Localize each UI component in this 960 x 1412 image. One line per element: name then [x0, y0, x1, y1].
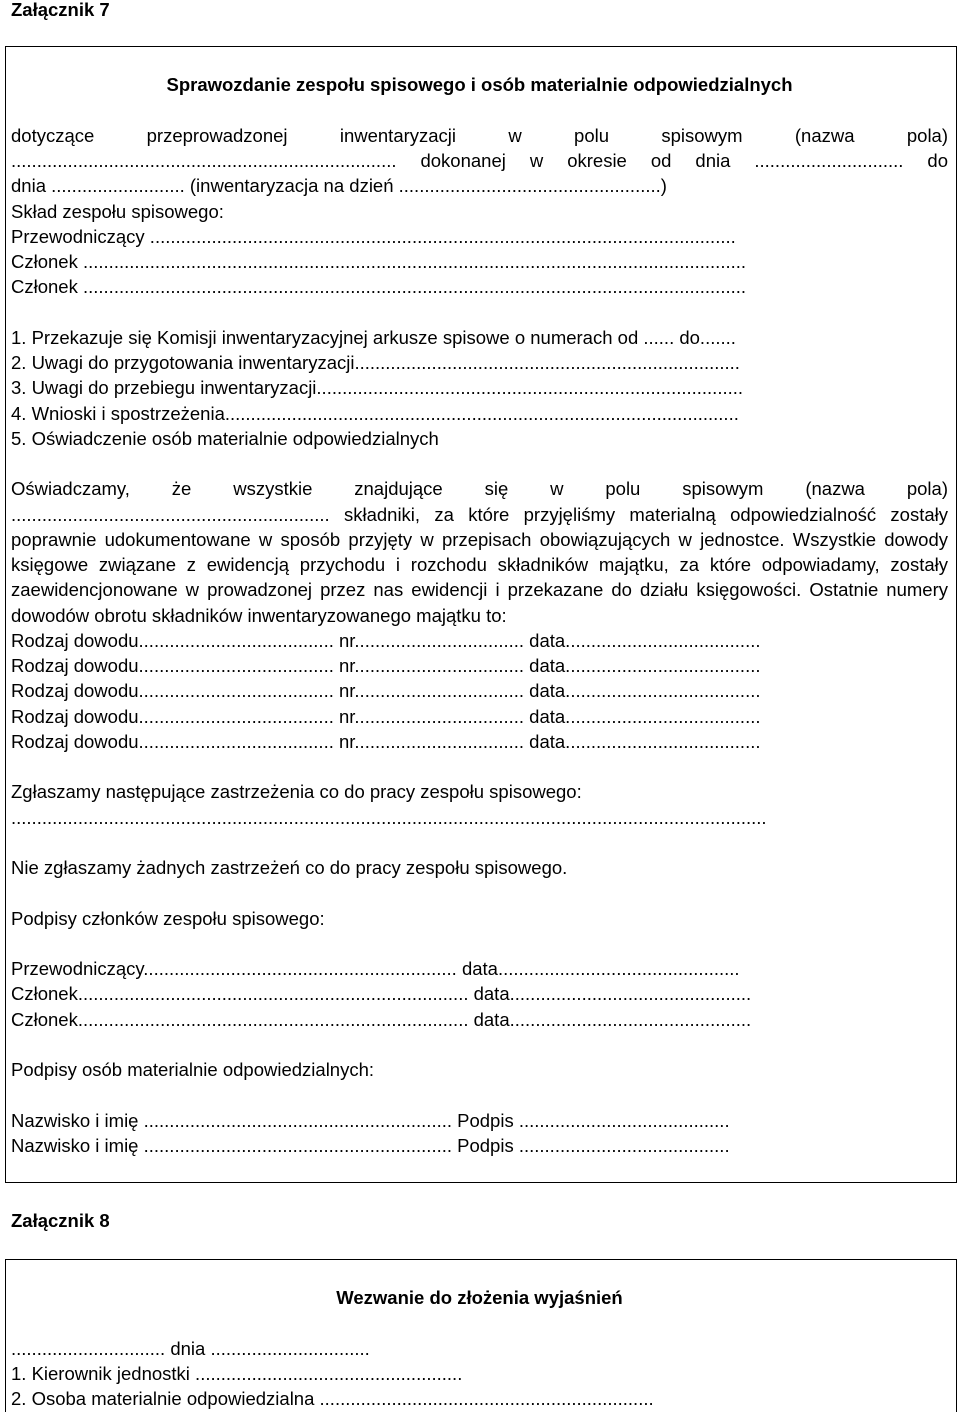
team-signature-line: Przewodniczący............................................................. data............................................... [11, 958, 740, 979]
request-title: Wezwanie do złożenia wyjaśnień [336, 1287, 623, 1309]
mo-signatures-heading: Podpisy osób materialnie odpowiedzialnych: [11, 1059, 375, 1080]
annex-7-label: Załącznik 7 [11, 0, 110, 20]
explanation-request-form [5, 1259, 957, 1412]
team-signatures-heading: Podpisy członków zespołu spisowego: [11, 907, 325, 929]
no-reservations-line: Nie zgłaszamy żadnych zastrzeżeń co do pracy zespołu spisowego. [11, 857, 568, 878]
inventory-report-form [5, 46, 957, 1183]
addressee-line: 1. Kierownik jednostki .................................................... [11, 1363, 463, 1384]
team-member-line: Członek ................................................................................................................................. [11, 251, 747, 272]
reservations-label: Zgłaszamy następujące zastrzeżenia co do pracy zespołu spisowego: [11, 781, 582, 803]
team-signature-line: Członek............................................................................ data............................................... [11, 983, 752, 1005]
numbered-item: 3. Uwagi do przebiegu inwentaryzacji................................................................................... [11, 377, 744, 399]
document-entry: Rodzaj dowodu...................................... nr................................. data...................................... [11, 705, 761, 727]
document-entry: Rodzaj dowodu...................................... nr................................. data...................................... [11, 655, 761, 676]
mo-signature-line: Nazwisko i imię ............................................................ Podpis ......................................... [11, 1134, 730, 1156]
intro-line: ........................................................................... dokonanej w okresie od dnia ............................. do [11, 150, 948, 171]
statement-line: księgowe związane z ewidencją przychodu i rozchodu składników majątku, za które odpowiadamy, zostały [11, 554, 948, 575]
intro-line: dnia .......................... (inwentaryzacja na dzień ...................................................) [11, 175, 667, 197]
reservations-blank: ................................................................................................................................................... [11, 806, 767, 828]
mo-signature-line: Nazwisko i imię ............................................................ Podpis ......................................... [11, 1109, 730, 1131]
document-entry: Rodzaj dowodu...................................... nr................................. data...................................... [11, 680, 761, 702]
statement-line: zaewidencjonowane w prowadzonej przez nas ewidencji i przekazane do działu księgowości. Ostatnie numery [11, 579, 948, 601]
addressee-line: 2. Osoba materialnie odpowiedzialna ................................................................. [11, 1388, 654, 1410]
annex-8-label: Załącznik 8 [11, 1210, 110, 1231]
numbered-item: 4. Wnioski i spostrzeżenia.................................................................................................... [11, 402, 739, 424]
numbered-item: 2. Uwagi do przygotowania inwentaryzacji........................................................................... [11, 352, 740, 373]
statement-line: dowodów obrotu składników inwentaryzowanego majątku to: [11, 604, 507, 626]
intro-line: dotyczące przeprowadzonej inwentaryzacji w polu spisowym (nazwa pola) [11, 124, 948, 146]
team-signature-line: Członek............................................................................ data............................................... [11, 1008, 752, 1030]
team-member-line: Członek ................................................................................................................................. [11, 276, 747, 298]
numbered-item: 1. Przekazuje się Komisji inwentaryzacyjnej arkusze spisowe o numerach od ...... do....... [11, 326, 736, 348]
document-entry: Rodzaj dowodu...................................... nr................................. data...................................... [11, 730, 761, 752]
statement-line: .............................................................. składniki, za które przyjęliśmy materialną odpowiedzialność zostały [11, 503, 948, 525]
numbered-item: 5. Oświadczenie osób materialnie odpowiedzialnych [11, 427, 439, 449]
report-title: Sprawozdanie zespołu spisowego i osób materialnie odpowiedzialnych [166, 74, 793, 96]
statement-line: poprawnie udokumentowane w sposób przyjęty w przepisach obowiązujących w jednostce. Wszystkie dowody [11, 528, 948, 550]
team-heading: Skład zespołu spisowego: [11, 200, 224, 222]
statement-line: Oświadczamy, że wszystkie znajdujące się w polu spisowym (nazwa pola) [11, 478, 948, 500]
document-entry: Rodzaj dowodu...................................... nr................................. data...................................... [11, 629, 761, 651]
team-chair-line: Przewodniczący .................................................................................................................. [11, 225, 736, 247]
place-date-line: .............................. dnia ............................... [11, 1337, 370, 1359]
